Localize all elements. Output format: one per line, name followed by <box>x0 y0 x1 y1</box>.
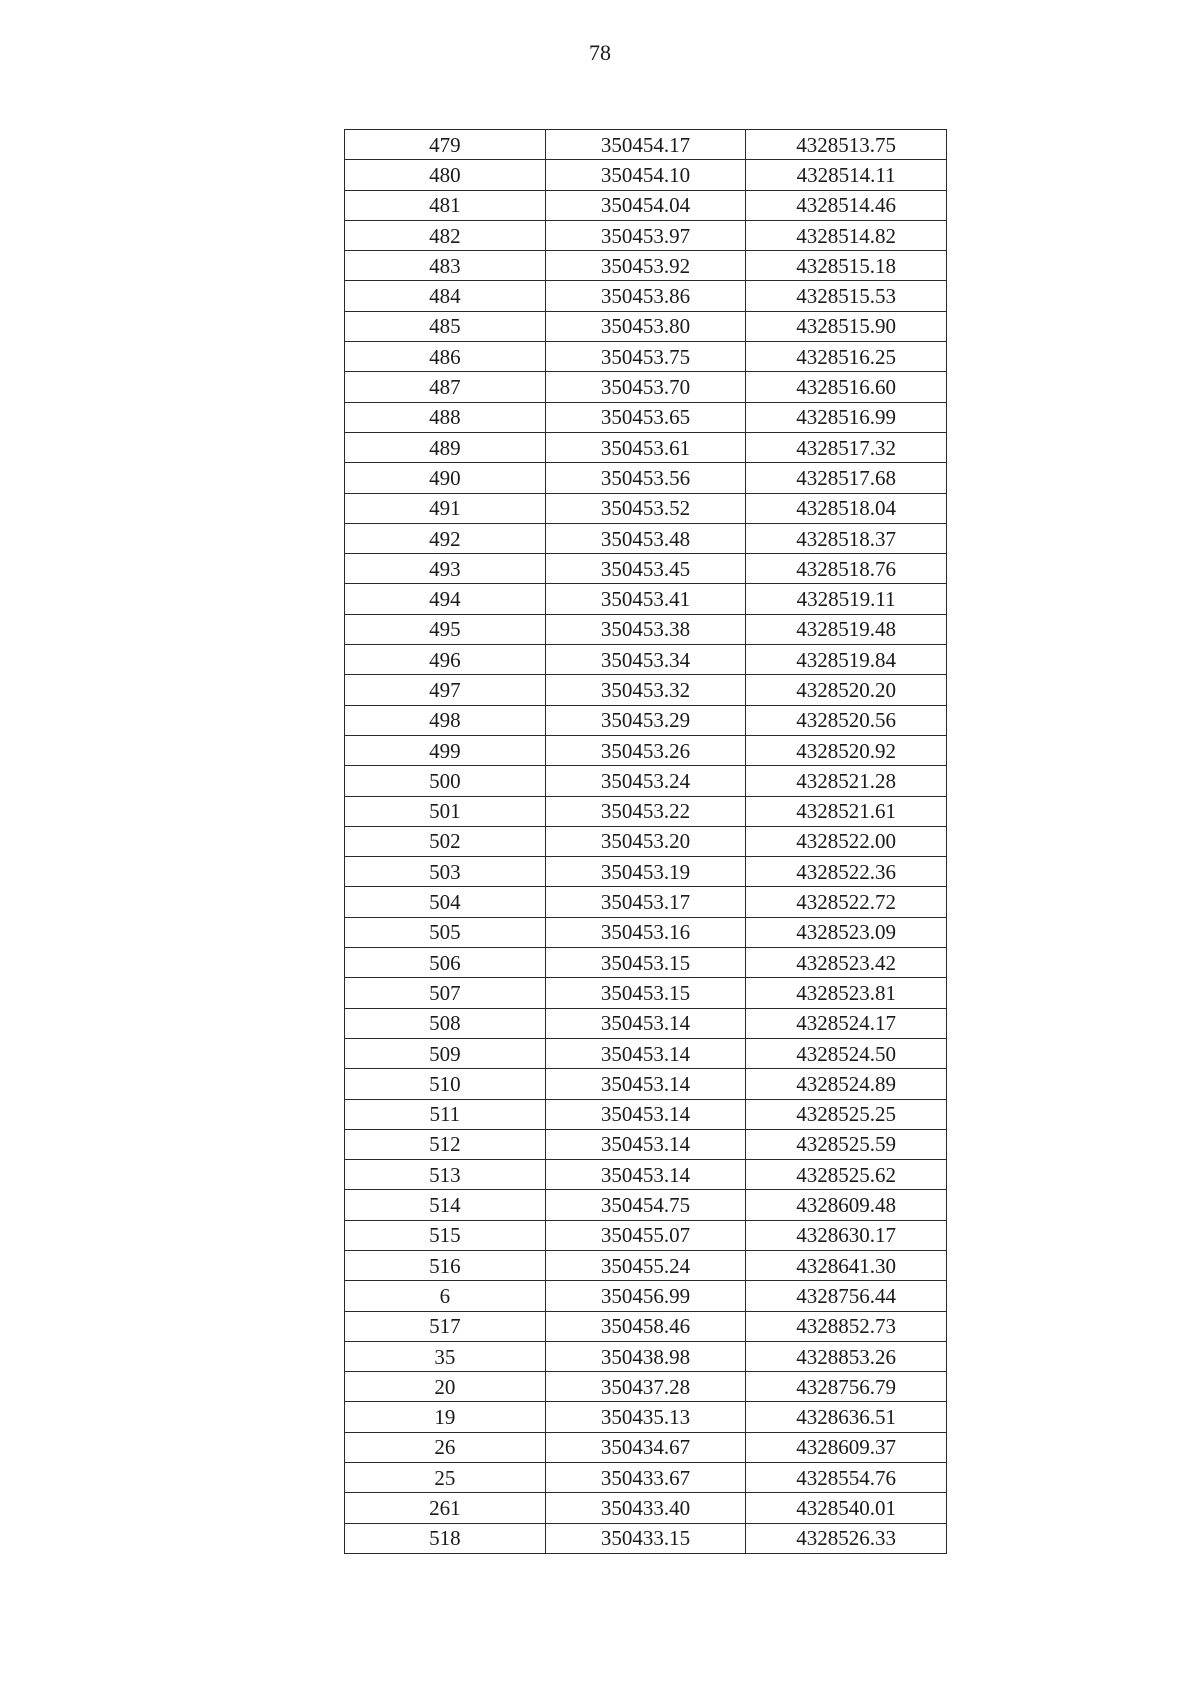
table-row <box>345 251 947 281</box>
table-row <box>345 1402 947 1432</box>
table-row <box>345 160 947 190</box>
x-coordinate-cell: 350453.29 <box>545 705 746 735</box>
table-row <box>345 766 947 796</box>
y-coordinate-cell: 4328636.51 <box>746 1402 947 1432</box>
y-coordinate-cell: 4328517.32 <box>746 432 947 462</box>
point-number-cell: 502 <box>345 826 546 856</box>
table-row <box>345 948 947 978</box>
y-coordinate-cell: 4328518.04 <box>746 493 947 523</box>
y-coordinate-cell: 4328522.36 <box>746 857 947 887</box>
x-coordinate-cell: 350454.75 <box>545 1190 746 1220</box>
x-coordinate-cell: 350453.14 <box>545 1069 746 1099</box>
point-number-cell: 495 <box>345 614 546 644</box>
table-row <box>345 1281 947 1311</box>
table-row <box>345 281 947 311</box>
table-row <box>345 705 947 735</box>
table-row <box>345 857 947 887</box>
point-number-cell: 503 <box>345 857 546 887</box>
point-number-cell: 515 <box>345 1220 546 1250</box>
point-number-cell: 517 <box>345 1311 546 1341</box>
y-coordinate-cell: 4328520.56 <box>746 705 947 735</box>
y-coordinate-cell: 4328641.30 <box>746 1250 947 1280</box>
table-row <box>345 584 947 614</box>
table-row <box>345 1220 947 1250</box>
point-number-cell: 493 <box>345 554 546 584</box>
table-row <box>345 342 947 372</box>
point-number-cell: 483 <box>345 251 546 281</box>
x-coordinate-cell: 350454.10 <box>545 160 746 190</box>
point-number-cell: 509 <box>345 1038 546 1068</box>
y-coordinate-cell: 4328609.48 <box>746 1190 947 1220</box>
x-coordinate-cell: 350453.14 <box>545 1129 746 1159</box>
table-row <box>345 493 947 523</box>
page-number: 78 <box>589 40 611 65</box>
y-coordinate-cell: 4328554.76 <box>746 1463 947 1493</box>
x-coordinate-cell: 350437.28 <box>545 1372 746 1402</box>
point-number-cell: 479 <box>345 130 546 160</box>
point-number-cell: 496 <box>345 645 546 675</box>
x-coordinate-cell: 350456.99 <box>545 1281 746 1311</box>
table-row <box>345 645 947 675</box>
table-row <box>345 463 947 493</box>
table-row <box>345 372 947 402</box>
y-coordinate-cell: 4328518.37 <box>746 523 947 553</box>
table-row <box>345 311 947 341</box>
y-coordinate-cell: 4328515.90 <box>746 311 947 341</box>
x-coordinate-cell: 350435.13 <box>545 1402 746 1432</box>
point-number-cell: 491 <box>345 493 546 523</box>
point-number-cell: 499 <box>345 735 546 765</box>
point-number-cell: 485 <box>345 311 546 341</box>
point-number-cell: 516 <box>345 1250 546 1280</box>
table-row <box>345 432 947 462</box>
y-coordinate-cell: 4328514.11 <box>746 160 947 190</box>
point-number-cell: 508 <box>345 1008 546 1038</box>
point-number-cell: 511 <box>345 1099 546 1129</box>
x-coordinate-cell: 350453.20 <box>545 826 746 856</box>
y-coordinate-cell: 4328523.09 <box>746 917 947 947</box>
table-row <box>345 614 947 644</box>
table-row <box>345 1493 947 1523</box>
point-number-cell: 512 <box>345 1129 546 1159</box>
x-coordinate-cell: 350453.86 <box>545 281 746 311</box>
table-row <box>345 796 947 826</box>
table-row <box>345 1341 947 1371</box>
table-row <box>345 554 947 584</box>
x-coordinate-cell: 350455.24 <box>545 1250 746 1280</box>
x-coordinate-cell: 350458.46 <box>545 1311 746 1341</box>
x-coordinate-cell: 350453.14 <box>545 1038 746 1068</box>
table-row <box>345 887 947 917</box>
y-coordinate-cell: 4328540.01 <box>746 1493 947 1523</box>
x-coordinate-cell: 350453.26 <box>545 735 746 765</box>
point-number-cell: 514 <box>345 1190 546 1220</box>
coordinates-table-body <box>345 130 947 1554</box>
x-coordinate-cell: 350453.15 <box>545 978 746 1008</box>
point-number-cell: 497 <box>345 675 546 705</box>
x-coordinate-cell: 350453.75 <box>545 342 746 372</box>
point-number-cell: 490 <box>345 463 546 493</box>
table-row <box>345 1099 947 1129</box>
x-coordinate-cell: 350453.92 <box>545 251 746 281</box>
table-row <box>345 1129 947 1159</box>
table-row <box>345 1008 947 1038</box>
x-coordinate-cell: 350438.98 <box>545 1341 746 1371</box>
x-coordinate-cell: 350453.45 <box>545 554 746 584</box>
y-coordinate-cell: 4328525.62 <box>746 1160 947 1190</box>
y-coordinate-cell: 4328522.72 <box>746 887 947 917</box>
point-number-cell: 25 <box>345 1463 546 1493</box>
point-number-cell: 20 <box>345 1372 546 1402</box>
y-coordinate-cell: 4328514.82 <box>746 220 947 250</box>
y-coordinate-cell: 4328516.60 <box>746 372 947 402</box>
table-row <box>345 1190 947 1220</box>
point-number-cell: 513 <box>345 1160 546 1190</box>
x-coordinate-cell: 350453.32 <box>545 675 746 705</box>
table-row <box>345 1372 947 1402</box>
y-coordinate-cell: 4328516.25 <box>746 342 947 372</box>
y-coordinate-cell: 4328853.26 <box>746 1341 947 1371</box>
table-row <box>345 1463 947 1493</box>
x-coordinate-cell: 350433.40 <box>545 1493 746 1523</box>
y-coordinate-cell: 4328523.81 <box>746 978 947 1008</box>
coordinates-table <box>344 129 947 1554</box>
y-coordinate-cell: 4328609.37 <box>746 1432 947 1462</box>
y-coordinate-cell: 4328516.99 <box>746 402 947 432</box>
y-coordinate-cell: 4328852.73 <box>746 1311 947 1341</box>
x-coordinate-cell: 350453.61 <box>545 432 746 462</box>
point-number-cell: 505 <box>345 917 546 947</box>
x-coordinate-cell: 350453.17 <box>545 887 746 917</box>
point-number-cell: 498 <box>345 705 546 735</box>
table-row <box>345 1432 947 1462</box>
x-coordinate-cell: 350453.15 <box>545 948 746 978</box>
table-row <box>345 130 947 160</box>
y-coordinate-cell: 4328522.00 <box>746 826 947 856</box>
table-row <box>345 402 947 432</box>
x-coordinate-cell: 350453.97 <box>545 220 746 250</box>
point-number-cell: 500 <box>345 766 546 796</box>
x-coordinate-cell: 350453.24 <box>545 766 746 796</box>
point-number-cell: 510 <box>345 1069 546 1099</box>
point-number-cell: 480 <box>345 160 546 190</box>
point-number-cell: 19 <box>345 1402 546 1432</box>
x-coordinate-cell: 350453.52 <box>545 493 746 523</box>
y-coordinate-cell: 4328521.61 <box>746 796 947 826</box>
table-row <box>345 978 947 1008</box>
y-coordinate-cell: 4328521.28 <box>746 766 947 796</box>
table-row <box>345 1311 947 1341</box>
table-row <box>345 1038 947 1068</box>
x-coordinate-cell: 350453.14 <box>545 1099 746 1129</box>
x-coordinate-cell: 350453.14 <box>545 1160 746 1190</box>
y-coordinate-cell: 4328523.42 <box>746 948 947 978</box>
point-number-cell: 6 <box>345 1281 546 1311</box>
x-coordinate-cell: 350434.67 <box>545 1432 746 1462</box>
y-coordinate-cell: 4328526.33 <box>746 1523 947 1553</box>
x-coordinate-cell: 350453.22 <box>545 796 746 826</box>
y-coordinate-cell: 4328515.53 <box>746 281 947 311</box>
table-row <box>345 917 947 947</box>
y-coordinate-cell: 4328519.11 <box>746 584 947 614</box>
x-coordinate-cell: 350454.17 <box>545 130 746 160</box>
table-row <box>345 523 947 553</box>
y-coordinate-cell: 4328519.48 <box>746 614 947 644</box>
x-coordinate-cell: 350453.80 <box>545 311 746 341</box>
y-coordinate-cell: 4328520.92 <box>746 735 947 765</box>
point-number-cell: 506 <box>345 948 546 978</box>
table-row <box>345 1523 947 1553</box>
x-coordinate-cell: 350454.04 <box>545 190 746 220</box>
y-coordinate-cell: 4328517.68 <box>746 463 947 493</box>
point-number-cell: 35 <box>345 1341 546 1371</box>
point-number-cell: 486 <box>345 342 546 372</box>
x-coordinate-cell: 350453.14 <box>545 1008 746 1038</box>
point-number-cell: 501 <box>345 796 546 826</box>
x-coordinate-cell: 350433.67 <box>545 1463 746 1493</box>
x-coordinate-cell: 350433.15 <box>545 1523 746 1553</box>
y-coordinate-cell: 4328524.17 <box>746 1008 947 1038</box>
point-number-cell: 489 <box>345 432 546 462</box>
y-coordinate-cell: 4328514.46 <box>746 190 947 220</box>
x-coordinate-cell: 350453.38 <box>545 614 746 644</box>
point-number-cell: 487 <box>345 372 546 402</box>
table-row <box>345 220 947 250</box>
point-number-cell: 481 <box>345 190 546 220</box>
y-coordinate-cell: 4328524.50 <box>746 1038 947 1068</box>
table-row <box>345 1069 947 1099</box>
y-coordinate-cell: 4328525.25 <box>746 1099 947 1129</box>
y-coordinate-cell: 4328520.20 <box>746 675 947 705</box>
table-row <box>345 735 947 765</box>
point-number-cell: 261 <box>345 1493 546 1523</box>
table-row <box>345 1160 947 1190</box>
point-number-cell: 507 <box>345 978 546 1008</box>
y-coordinate-cell: 4328525.59 <box>746 1129 947 1159</box>
x-coordinate-cell: 350453.41 <box>545 584 746 614</box>
y-coordinate-cell: 4328519.84 <box>746 645 947 675</box>
point-number-cell: 26 <box>345 1432 546 1462</box>
point-number-cell: 504 <box>345 887 546 917</box>
table-row <box>345 826 947 856</box>
y-coordinate-cell: 4328756.44 <box>746 1281 947 1311</box>
table-row <box>345 190 947 220</box>
y-coordinate-cell: 4328630.17 <box>746 1220 947 1250</box>
x-coordinate-cell: 350455.07 <box>545 1220 746 1250</box>
x-coordinate-cell: 350453.16 <box>545 917 746 947</box>
point-number-cell: 492 <box>345 523 546 553</box>
table-row <box>345 1250 947 1280</box>
x-coordinate-cell: 350453.34 <box>545 645 746 675</box>
y-coordinate-cell: 4328513.75 <box>746 130 947 160</box>
x-coordinate-cell: 350453.19 <box>545 857 746 887</box>
y-coordinate-cell: 4328515.18 <box>746 251 947 281</box>
point-number-cell: 488 <box>345 402 546 432</box>
point-number-cell: 482 <box>345 220 546 250</box>
point-number-cell: 518 <box>345 1523 546 1553</box>
x-coordinate-cell: 350453.48 <box>545 523 746 553</box>
point-number-cell: 484 <box>345 281 546 311</box>
y-coordinate-cell: 4328518.76 <box>746 554 947 584</box>
y-coordinate-cell: 4328524.89 <box>746 1069 947 1099</box>
table-row <box>345 675 947 705</box>
x-coordinate-cell: 350453.56 <box>545 463 746 493</box>
y-coordinate-cell: 4328756.79 <box>746 1372 947 1402</box>
point-number-cell: 494 <box>345 584 546 614</box>
x-coordinate-cell: 350453.65 <box>545 402 746 432</box>
x-coordinate-cell: 350453.70 <box>545 372 746 402</box>
